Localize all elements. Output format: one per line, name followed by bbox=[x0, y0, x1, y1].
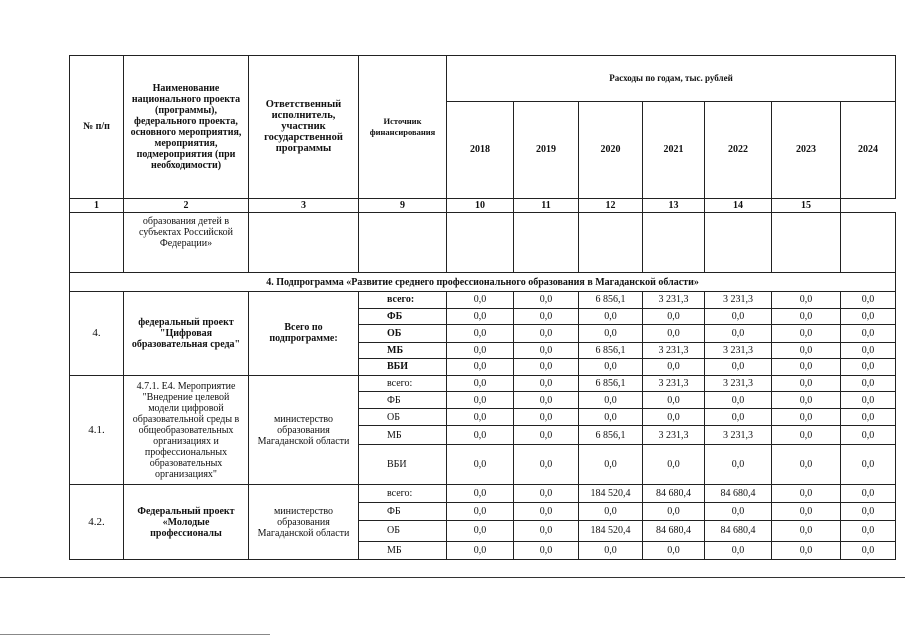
amount-2024: 0,0 bbox=[841, 426, 896, 445]
amount-2020: 0,0 bbox=[579, 359, 643, 376]
amount-2022: 0,0 bbox=[705, 325, 772, 343]
index-cell: 12 bbox=[579, 198, 643, 212]
funding-source: ОБ bbox=[359, 520, 447, 542]
index-cell: 9 bbox=[359, 198, 447, 212]
bottom-rule bbox=[0, 577, 905, 578]
amount-2020: 6 856,1 bbox=[579, 375, 643, 392]
amount-2024: 0,0 bbox=[841, 291, 896, 308]
amount-2018: 0,0 bbox=[447, 408, 514, 426]
col-resp-header: Ответственный исполнитель, участник государственной программы bbox=[249, 56, 359, 199]
amount-2022: 0,0 bbox=[705, 359, 772, 376]
amount-2022: 0,0 bbox=[705, 392, 772, 409]
amount-2023: 0,0 bbox=[772, 308, 841, 325]
amount-2019: 0,0 bbox=[514, 325, 579, 343]
amount-2020: 0,0 bbox=[579, 542, 643, 560]
group-name: 4.7.1. Е4. Мероприятие "Внедрение целевой модели цифровой образовательной среды в общеобразовательных организациях и профессиональных образовательных организациях" bbox=[124, 375, 249, 485]
section-title: 4. Подпрограмма «Развитие среднего профессионального образования в Магаданской области» bbox=[70, 273, 896, 292]
amount-2023: 0,0 bbox=[772, 485, 841, 503]
funding-source: ВБИ bbox=[359, 359, 447, 376]
index-cell: 10 bbox=[447, 198, 514, 212]
group-number: 4. bbox=[70, 291, 124, 375]
amount-2019: 0,0 bbox=[514, 392, 579, 409]
header-row-top bbox=[70, 56, 896, 102]
index-cell: 1 bbox=[70, 198, 124, 212]
funding-source: МБ bbox=[359, 542, 447, 560]
amount-2019: 0,0 bbox=[514, 542, 579, 560]
amount-2022: 84 680,4 bbox=[705, 485, 772, 503]
empty-cell bbox=[643, 213, 705, 273]
amount-2022: 3 231,3 bbox=[705, 375, 772, 392]
amount-2023: 0,0 bbox=[772, 426, 841, 445]
amount-2023: 0,0 bbox=[772, 342, 841, 359]
amount-2019: 0,0 bbox=[514, 342, 579, 359]
amount-2019: 0,0 bbox=[514, 426, 579, 445]
amount-2023: 0,0 bbox=[772, 445, 841, 485]
amount-2021: 3 231,3 bbox=[643, 375, 705, 392]
amount-2023: 0,0 bbox=[772, 520, 841, 542]
funding-source: МБ bbox=[359, 426, 447, 445]
amount-2021: 3 231,3 bbox=[643, 291, 705, 308]
funding-source: всего: bbox=[359, 485, 447, 503]
empty-cell bbox=[447, 213, 514, 273]
col-expenses-header: Расходы по годам, тыс. рублей bbox=[447, 56, 896, 102]
group-name: Федеральный проект «Молодые профессионалы bbox=[124, 485, 249, 560]
funding-source: ОБ bbox=[359, 325, 447, 343]
index-cell: 15 bbox=[772, 198, 841, 212]
amount-2022: 3 231,3 bbox=[705, 342, 772, 359]
index-cell: 14 bbox=[705, 198, 772, 212]
amount-2020: 0,0 bbox=[579, 445, 643, 485]
footer-rule bbox=[0, 634, 270, 635]
year-2022: 2022 bbox=[705, 101, 772, 198]
empty-cell bbox=[579, 213, 643, 273]
group-responsible: министерство образования Магаданской области bbox=[249, 375, 359, 485]
empty-cell bbox=[772, 213, 841, 273]
amount-2024: 0,0 bbox=[841, 485, 896, 503]
amount-2018: 0,0 bbox=[447, 445, 514, 485]
groups-body bbox=[70, 291, 896, 559]
empty-cell bbox=[705, 213, 772, 273]
amount-2018: 0,0 bbox=[447, 325, 514, 343]
amount-2021: 0,0 bbox=[643, 392, 705, 409]
amount-2020: 0,0 bbox=[579, 408, 643, 426]
amount-2022: 0,0 bbox=[705, 308, 772, 325]
empty-cell bbox=[70, 213, 124, 273]
amount-2019: 0,0 bbox=[514, 445, 579, 485]
empty-cell bbox=[249, 213, 359, 273]
empty-cell bbox=[514, 213, 579, 273]
amount-2018: 0,0 bbox=[447, 359, 514, 376]
group-0-row bbox=[70, 291, 896, 308]
continuation-text: образования детей в субъектах Российской Федерации» bbox=[124, 213, 249, 273]
amount-2018: 0,0 bbox=[447, 485, 514, 503]
funding-source: МБ bbox=[359, 342, 447, 359]
year-2021: 2021 bbox=[643, 101, 705, 198]
amount-2023: 0,0 bbox=[772, 408, 841, 426]
amount-2021: 0,0 bbox=[643, 359, 705, 376]
amount-2020: 6 856,1 bbox=[579, 342, 643, 359]
amount-2020: 6 856,1 bbox=[579, 426, 643, 445]
year-2020: 2020 bbox=[579, 101, 643, 198]
amount-2023: 0,0 bbox=[772, 392, 841, 409]
index-cell: 13 bbox=[643, 198, 705, 212]
amount-2020: 0,0 bbox=[579, 325, 643, 343]
empty-cell bbox=[841, 213, 896, 273]
amount-2019: 0,0 bbox=[514, 375, 579, 392]
funding-source: ФБ bbox=[359, 392, 447, 409]
amount-2024: 0,0 bbox=[841, 503, 896, 521]
amount-2019: 0,0 bbox=[514, 408, 579, 426]
amount-2022: 0,0 bbox=[705, 542, 772, 560]
amount-2024: 0,0 bbox=[841, 308, 896, 325]
amount-2021: 84 680,4 bbox=[643, 520, 705, 542]
amount-2020: 0,0 bbox=[579, 308, 643, 325]
section-row bbox=[70, 273, 896, 292]
amount-2021: 0,0 bbox=[643, 325, 705, 343]
amount-2020: 0,0 bbox=[579, 503, 643, 521]
amount-2023: 0,0 bbox=[772, 375, 841, 392]
amount-2018: 0,0 bbox=[447, 308, 514, 325]
amount-2021: 0,0 bbox=[643, 542, 705, 560]
amount-2018: 0,0 bbox=[447, 392, 514, 409]
amount-2018: 0,0 bbox=[447, 520, 514, 542]
funding-source: ФБ bbox=[359, 308, 447, 325]
amount-2019: 0,0 bbox=[514, 485, 579, 503]
amount-2018: 0,0 bbox=[447, 375, 514, 392]
amount-2020: 184 520,4 bbox=[579, 520, 643, 542]
amount-2023: 0,0 bbox=[772, 503, 841, 521]
empty-cell bbox=[359, 213, 447, 273]
amount-2022: 0,0 bbox=[705, 408, 772, 426]
amount-2023: 0,0 bbox=[772, 359, 841, 376]
year-2024: 2024 bbox=[841, 101, 896, 198]
funding-source: всего: bbox=[359, 291, 447, 308]
amount-2021: 3 231,3 bbox=[643, 426, 705, 445]
amount-2020: 184 520,4 bbox=[579, 485, 643, 503]
col-src-header: Источник финансирования bbox=[359, 56, 447, 199]
funding-source: ФБ bbox=[359, 503, 447, 521]
amount-2024: 0,0 bbox=[841, 445, 896, 485]
index-cell: 2 bbox=[124, 198, 249, 212]
group-number: 4.2. bbox=[70, 485, 124, 560]
amount-2022: 3 231,3 bbox=[705, 291, 772, 308]
group-name: федеральный проект "Цифровая образовательная среда" bbox=[124, 291, 249, 375]
group-1-row bbox=[70, 375, 896, 392]
index-cell: 11 bbox=[514, 198, 579, 212]
col-name-header: Наименование национального проекта (программы), федерального проекта, основного мероприятия, мероприятия, подмероприятия (при необходимости) bbox=[124, 56, 249, 199]
column-index-row bbox=[70, 198, 896, 212]
amount-2022: 3 231,3 bbox=[705, 426, 772, 445]
amount-2023: 0,0 bbox=[772, 291, 841, 308]
col-num-header: № п/п bbox=[70, 56, 124, 199]
amount-2023: 0,0 bbox=[772, 542, 841, 560]
amount-2019: 0,0 bbox=[514, 291, 579, 308]
amount-2024: 0,0 bbox=[841, 359, 896, 376]
year-2019: 2019 bbox=[514, 101, 579, 198]
amount-2018: 0,0 bbox=[447, 503, 514, 521]
budget-table bbox=[69, 55, 896, 560]
amount-2018: 0,0 bbox=[447, 426, 514, 445]
funding-source: ОБ bbox=[359, 408, 447, 426]
amount-2022: 0,0 bbox=[705, 503, 772, 521]
group-responsible: министерство образования Магаданской области bbox=[249, 485, 359, 560]
group-2-row bbox=[70, 485, 896, 503]
amount-2021: 0,0 bbox=[643, 445, 705, 485]
amount-2024: 0,0 bbox=[841, 408, 896, 426]
amount-2019: 0,0 bbox=[514, 503, 579, 521]
amount-2024: 0,0 bbox=[841, 520, 896, 542]
amount-2021: 84 680,4 bbox=[643, 485, 705, 503]
amount-2021: 0,0 bbox=[643, 503, 705, 521]
amount-2022: 84 680,4 bbox=[705, 520, 772, 542]
amount-2024: 0,0 bbox=[841, 542, 896, 560]
amount-2023: 0,0 bbox=[772, 325, 841, 343]
group-number: 4.1. bbox=[70, 375, 124, 485]
amount-2019: 0,0 bbox=[514, 308, 579, 325]
amount-2018: 0,0 bbox=[447, 291, 514, 308]
amount-2020: 0,0 bbox=[579, 392, 643, 409]
amount-2019: 0,0 bbox=[514, 359, 579, 376]
amount-2018: 0,0 bbox=[447, 342, 514, 359]
amount-2021: 0,0 bbox=[643, 308, 705, 325]
index-cell: 3 bbox=[249, 198, 359, 212]
amount-2024: 0,0 bbox=[841, 342, 896, 359]
amount-2024: 0,0 bbox=[841, 392, 896, 409]
continuation-row bbox=[70, 213, 896, 273]
year-2018: 2018 bbox=[447, 101, 514, 198]
amount-2024: 0,0 bbox=[841, 375, 896, 392]
amount-2019: 0,0 bbox=[514, 520, 579, 542]
year-2023: 2023 bbox=[772, 101, 841, 198]
amount-2020: 6 856,1 bbox=[579, 291, 643, 308]
funding-source: ВБИ bbox=[359, 445, 447, 485]
amount-2021: 3 231,3 bbox=[643, 342, 705, 359]
amount-2022: 0,0 bbox=[705, 445, 772, 485]
amount-2021: 0,0 bbox=[643, 408, 705, 426]
group-responsible: Всего по подпрограмме: bbox=[249, 291, 359, 375]
funding-source: всего: bbox=[359, 375, 447, 392]
amount-2024: 0,0 bbox=[841, 325, 896, 343]
amount-2018: 0,0 bbox=[447, 542, 514, 560]
